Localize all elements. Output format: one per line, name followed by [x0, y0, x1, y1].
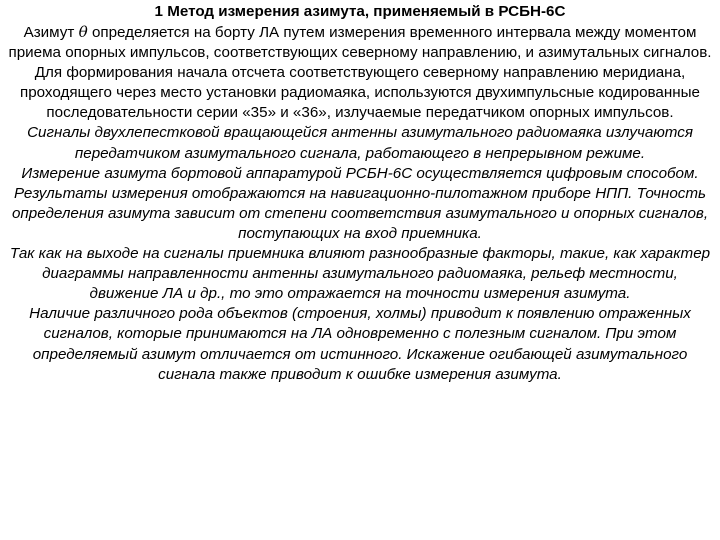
paragraph-reflections: Наличие различного рода объектов (строения, холмы) приводит к появлению отраженных сигналов, которые принимаются на ЛА одновременно с полезным сигналом. При этом определяемый азимут отличается от истинного. Искажение огибающей азимутального сигнала также приводит к ошибке измерения азимута. [29, 305, 691, 383]
paragraph-factors: Так как на выходе на сигналы приемника влияют разнообразные факторы, такие, как характер диаграммы направленности антенны азимутального радиомаяка, рельеф местности, движение ЛА и др., то это отражается на точности измерения азимута. [9, 245, 711, 303]
paragraph-antenna-signals: Сигналы двухлепестковой вращающейся антенны азимутального радиомаяка излучаются передатчиком азимутального сигнала, работающего в непрерывном режиме. [27, 124, 693, 162]
paragraph-text: определяется на борту ЛА путем измерения временного интервала между моментом приема опорных импульсов, соответствующих северному направлению, и азимутальных сигналов. Для формирования начала отсчета соответствующего северному направлению меридиана, проходящего через место установки радиомаяка, используются двухимпульсные кодированные последовательности серии «35» и «36», излучаемые передатчиком опорных импульсов. [8, 24, 712, 122]
paragraph-azimuth-definition [6, 22, 714, 123]
theta-symbol: θ [78, 23, 88, 41]
paragraph-prefix: Азимут [23, 24, 79, 41]
section-title: 1 Метод измерения азимута, применяемый в РСБН-6С [154, 3, 566, 20]
paragraph-digital-measurement: Измерение азимута бортовой аппаратурой РСБН-6С осуществляется цифровым способом. Результаты измерения отображаются на навигационно-пилотажном приборе НПП. Точность определения азимута зависит от степени соответствия азимутального и опорных сигналов, поступающих на вход приемника. [11, 164, 709, 242]
